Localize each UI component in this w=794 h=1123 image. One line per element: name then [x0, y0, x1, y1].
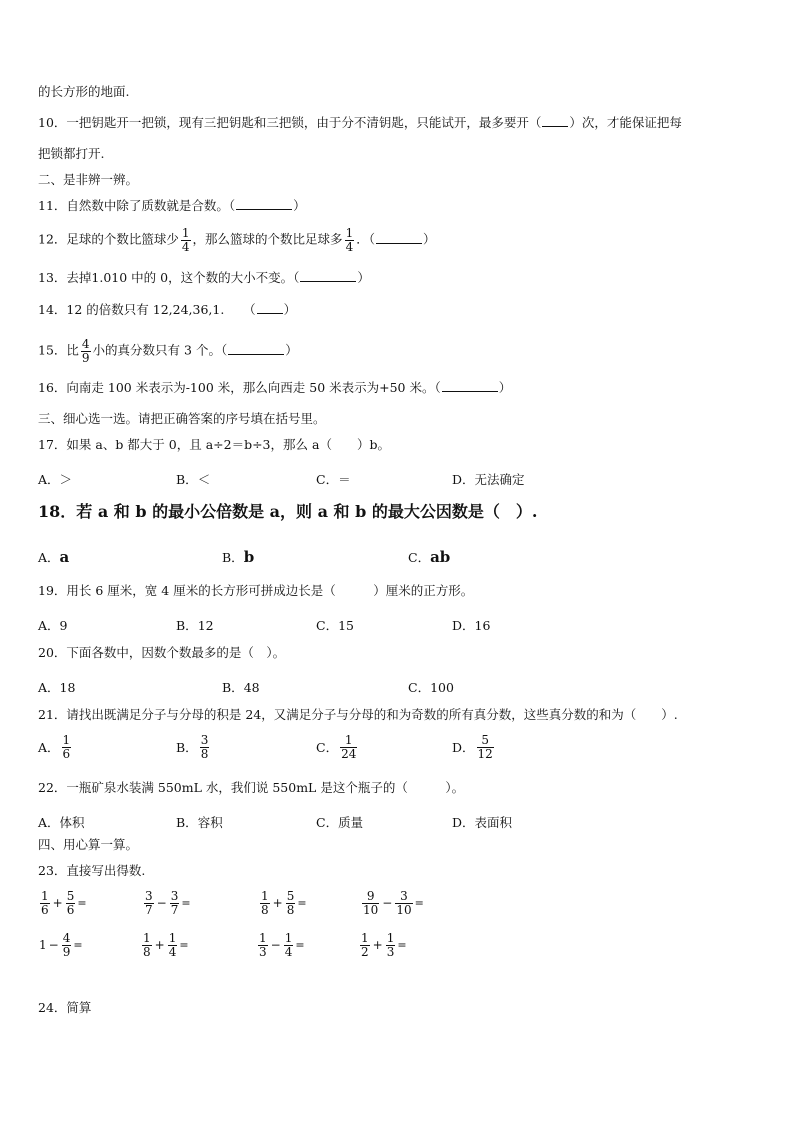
question-24: 24．简算: [38, 1000, 92, 1015]
question-23: 23．直接写出得数.: [38, 863, 146, 878]
question-15: 15．比 $\frac{4}{9}$ 小的真分数只有 3 个。（ ）: [38, 337, 298, 365]
question-18: 18．若 a 和 b 的最小公倍数是 a，则 a 和 b 的最大公因数是（ ）.: [38, 502, 538, 521]
question-20: 20．下面各数中，因数个数最多的是（ ）。: [38, 645, 286, 660]
question-10: 10．一把钥匙开一把锁，现有三把钥匙和三把锁，由于分不清钥匙，只能试开，最多要开（ ）次，才能保证把每: [38, 115, 682, 130]
option-a[interactable]: A． $\frac{1}{6}$: [38, 733, 71, 761]
answer-blank[interactable]: [442, 390, 498, 392]
answer-blank[interactable]: [228, 353, 284, 355]
option-b[interactable]: B．＜: [176, 472, 211, 487]
question-14: 14．12 的倍数只有 12,24,36,1. （ ）: [38, 302, 297, 317]
answer-blank[interactable]: [542, 125, 568, 127]
option-c[interactable]: C． $\frac{1}{24}$: [316, 733, 357, 761]
option-a[interactable]: A．体积: [38, 815, 85, 830]
option-d[interactable]: D．无法确定: [452, 472, 525, 487]
fraction: $\frac{1}{4}$: [345, 226, 354, 254]
answer-blank[interactable]: [236, 208, 292, 210]
option-a[interactable]: A．a: [38, 548, 70, 566]
fraction: $\frac{1}{4}$: [181, 226, 190, 254]
calc-expression: $\frac{1}{3}$ − $\frac{1}{4}$ =: [259, 931, 305, 959]
option-c[interactable]: C．15: [316, 618, 354, 633]
option-d[interactable]: D．16: [452, 618, 491, 633]
section-3-heading: 三、细心选一选。请把正确答案的序号填在括号里。: [38, 411, 326, 426]
calc-expression: $\frac{3}{7}$ − $\frac{3}{7}$ =: [145, 889, 191, 917]
question-21: 21．请找出既满足分子与分母的积是 24，又满足分子与分母的和为奇数的所有真分数，这些真分数的和为（ ）.: [38, 707, 678, 722]
option-b[interactable]: B．12: [176, 618, 214, 633]
calc-expression: 1 − $\frac{4}{9}$ =: [39, 931, 83, 959]
option-a[interactable]: A．9: [38, 618, 68, 633]
option-b[interactable]: B．b: [222, 548, 255, 566]
calc-expression: $\frac{9}{10}$ − $\frac{3}{10}$ =: [363, 889, 424, 917]
answer-blank[interactable]: [257, 312, 283, 314]
option-c[interactable]: C．ab: [408, 548, 451, 566]
option-b[interactable]: B．48: [222, 680, 260, 695]
option-b[interactable]: B．容积: [176, 815, 223, 830]
option-a[interactable]: A．18: [38, 680, 76, 695]
question-22: 22．一瓶矿泉水装满 550mL 水，我们说 550mL 是这个瓶子的（ ）。: [38, 780, 465, 795]
option-d[interactable]: D．表面积: [452, 815, 513, 830]
answer-blank[interactable]: [376, 242, 422, 244]
question-17: 17．如果 a、b 都大于 0，且 a÷2＝b÷3，那么 a（ ）b。: [38, 437, 390, 452]
option-c[interactable]: C．质量: [316, 815, 364, 830]
answer-blank[interactable]: [300, 280, 356, 282]
question-12: 12．足球的个数比篮球少 $\frac{1}{4}$ ，那么篮球的个数比足球多 $\frac{1}{4}$ ．（ ）: [38, 226, 436, 254]
calc-expression: $\frac{1}{8}$ + $\frac{1}{4}$ =: [143, 931, 189, 959]
question-19: 19．用长 6 厘米，宽 4 厘米的长方形可拼成边长是（ ）厘米的正方形。: [38, 583, 474, 598]
option-d[interactable]: D． $\frac{5}{12}$: [452, 733, 493, 761]
option-a[interactable]: A．＞: [38, 472, 73, 487]
option-c[interactable]: C．＝: [316, 472, 351, 487]
option-b[interactable]: B． $\frac{3}{8}$: [176, 733, 209, 761]
question-16: 16．向南走 100 米表示为-100 米，那么向西走 50 米表示为+50 米。（ ）: [38, 380, 512, 395]
section-4-heading: 四、用心算一算。: [38, 837, 139, 852]
option-c[interactable]: C．100: [408, 680, 454, 695]
calc-expression: $\frac{1}{8}$ + $\frac{5}{8}$ =: [261, 889, 307, 917]
fraction: $\frac{4}{9}$: [81, 337, 90, 365]
question-13: 13．去掉1.010 中的 0，这个数的大小不变。（ ）: [38, 270, 370, 285]
calc-expression: $\frac{1}{2}$ + $\frac{1}{3}$ =: [361, 931, 407, 959]
question-11: 11．自然数中除了质数就是合数。（ ）: [38, 198, 306, 213]
section-2-heading: 二、是非辨一辨。: [38, 172, 139, 187]
continuation-text: 的长方形的地面.: [38, 84, 130, 99]
calc-expression: $\frac{1}{6}$ + $\frac{5}{6}$ =: [41, 889, 87, 917]
question-10-continued: 把锁都打开.: [38, 146, 105, 161]
